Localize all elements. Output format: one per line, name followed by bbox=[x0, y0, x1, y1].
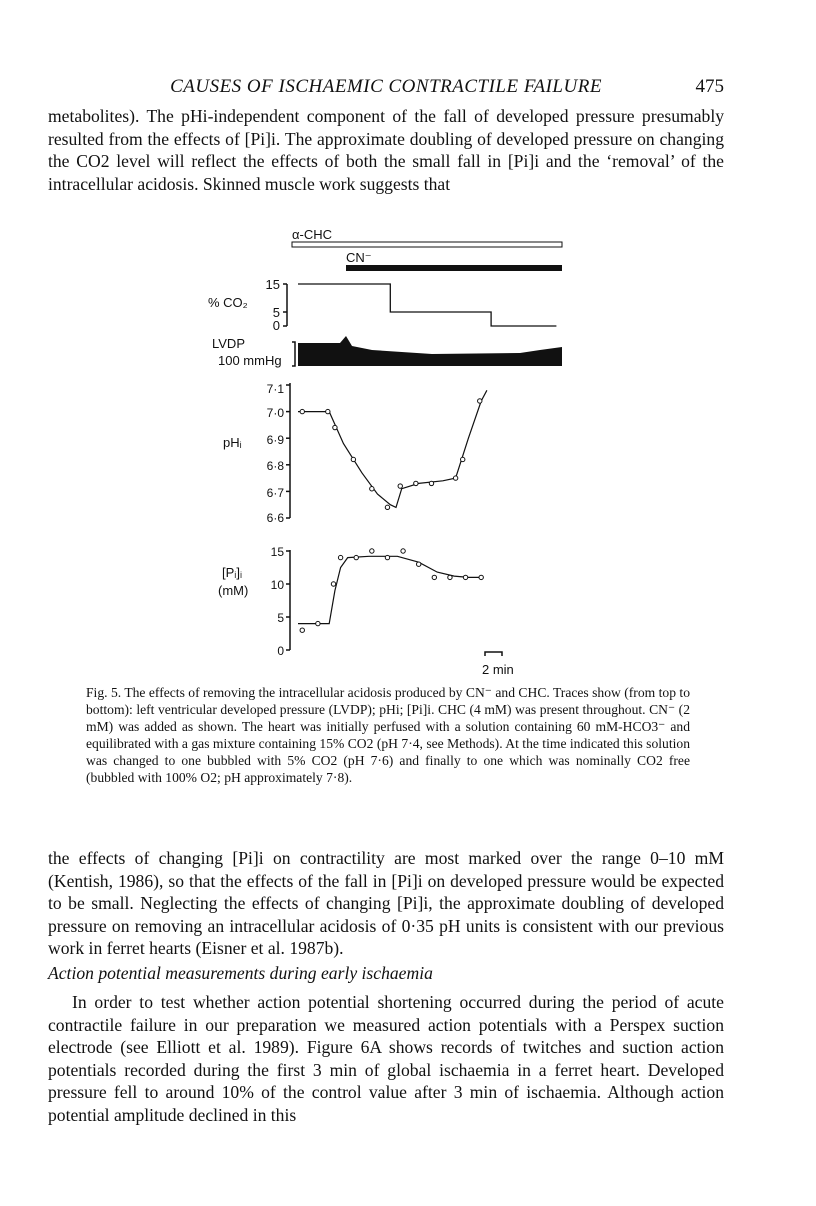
ph-tick: 7·1 bbox=[266, 382, 284, 396]
pi-point bbox=[385, 555, 389, 559]
pi-data-points bbox=[300, 549, 483, 633]
co2-axis-label: % CO₂ bbox=[208, 295, 248, 310]
pi-point bbox=[331, 582, 335, 586]
co2-axis bbox=[266, 277, 287, 333]
ph-tick: 7·0 bbox=[266, 406, 284, 420]
running-title: CAUSES OF ISCHAEMIC CONTRACTILE FAILURE bbox=[170, 76, 602, 97]
ph-point bbox=[478, 399, 482, 403]
ph-data-points bbox=[300, 399, 482, 510]
cn-bar bbox=[346, 265, 562, 271]
page-number: 475 bbox=[695, 76, 724, 97]
lvdp-scale-bar bbox=[292, 342, 295, 366]
paragraph-1: metabolites). The pHi-independent component of the fall of developed pressure presumably resulted from the effects of [Pi]i. The approximate doubling of developed pressure on changing the CO2 level will reflect the effects of both the small fall in [Pi]i and the ‘removal’ of the intracellular acidosis. Skinned muscle work suggests that bbox=[48, 106, 724, 194]
co2-trace bbox=[298, 284, 556, 326]
ph-point bbox=[300, 409, 304, 413]
figure-5 bbox=[0, 220, 816, 680]
time-scale-label: 2 min bbox=[482, 662, 514, 677]
pi-tick: 10 bbox=[270, 578, 284, 592]
pi-unit-label: (mM) bbox=[218, 583, 249, 598]
ph-tick: 6·7 bbox=[266, 486, 284, 500]
lvdp-scale-label: 100 mmHg bbox=[218, 353, 282, 368]
chc-label: α-CHC bbox=[292, 227, 333, 242]
ph-point bbox=[461, 457, 465, 461]
ph-point bbox=[398, 484, 402, 488]
ph-point bbox=[453, 476, 457, 480]
ph-point bbox=[333, 425, 337, 429]
pi-tick: 15 bbox=[270, 545, 284, 559]
ph-axis bbox=[267, 382, 290, 525]
pi-point bbox=[417, 562, 421, 566]
pi-point bbox=[300, 628, 304, 632]
ph-fit-curve bbox=[298, 390, 487, 507]
paragraph-2: the effects of changing [Pi]i on contractility are most marked over the range 0–10 mM (Kentish, 1986), so that the effects of the fall in [Pi]i on developed pressure would be expected to be small. Neglecting the effects of changing [Pi]i, the approximate doubling of developed pressure on removing an intracellular acidosis of 0·35 pH units is consistent with our previous work in ferret hearts (Eisner et al. 1987b). bbox=[48, 848, 724, 959]
ph-tick: 6·6 bbox=[266, 511, 284, 525]
pi-point bbox=[463, 575, 467, 579]
co2-tick-5: 5 bbox=[272, 305, 280, 320]
page-header bbox=[48, 76, 724, 100]
pi-point bbox=[401, 549, 405, 553]
paragraph-3: In order to test whether action potential shortening occurred during the period of acute contractile failure in our preparation we measured action potentials with a Perspex suction electrode (see Elliott et al. 1989). Figure 6A shows records of twitches and suction action potentials recorded during the first 3 min of global ischaemia in a ferret heart. Developed pressure fell to around 10% of the control value after 3 min of ischaemia. Although action potential amplitude declined in this bbox=[48, 992, 724, 1125]
pi-point bbox=[354, 555, 358, 559]
pi-point bbox=[316, 621, 320, 625]
co2-tick-15: 15 bbox=[265, 277, 280, 292]
time-scale-bar bbox=[485, 652, 502, 656]
ph-tick: 6·8 bbox=[266, 459, 284, 473]
pi-tick: 0 bbox=[277, 644, 284, 658]
pi-point bbox=[338, 555, 342, 559]
figure-caption: Fig. 5. The effects of removing the intracellular acidosis produced by CN⁻ and CHC. Traces show (from top to bottom): left ventricular developed pressure (LVDP); pHi; [Pi]i. CHC (4 mM) was present throughout. CN⁻ (2 mM) was added as shown. The heart was initially perfused with a solution containing 60 mM-HCO3⁻ and equilibrated with a gas mixture containing 15% CO2 (pH 7·4, see Methods). At the time indicated this solution was changed to one bubbled with 5% CO2 (pH 7·6) and finally to one which was nominally CO2 free (bubbled with 100% O2; pH approximately 7·8). bbox=[86, 685, 690, 785]
pi-axis-label: [Pᵢ]ᵢ bbox=[222, 565, 242, 580]
lvdp-label: LVDP bbox=[212, 336, 245, 351]
lvdp-trace bbox=[298, 336, 562, 366]
pi-point bbox=[370, 549, 374, 553]
ph-point bbox=[385, 505, 389, 509]
pi-point bbox=[432, 575, 436, 579]
chc-bar bbox=[292, 242, 562, 247]
section-heading: Action potential measurements during early ischaemia bbox=[48, 963, 433, 983]
co2-tick-0: 0 bbox=[272, 318, 280, 333]
ph-point bbox=[429, 481, 433, 485]
ph-point bbox=[326, 409, 330, 413]
pi-fit-curve bbox=[298, 556, 483, 623]
ph-point bbox=[351, 457, 355, 461]
pi-tick: 5 bbox=[277, 611, 284, 625]
pi-point bbox=[479, 575, 483, 579]
phi-axis-label: pHᵢ bbox=[223, 435, 242, 450]
ph-tick: 6·9 bbox=[266, 433, 284, 447]
ph-point bbox=[370, 487, 374, 491]
pi-point bbox=[448, 575, 452, 579]
ph-point bbox=[414, 481, 418, 485]
pi-axis bbox=[271, 545, 290, 658]
cn-label: CN⁻ bbox=[346, 250, 372, 265]
